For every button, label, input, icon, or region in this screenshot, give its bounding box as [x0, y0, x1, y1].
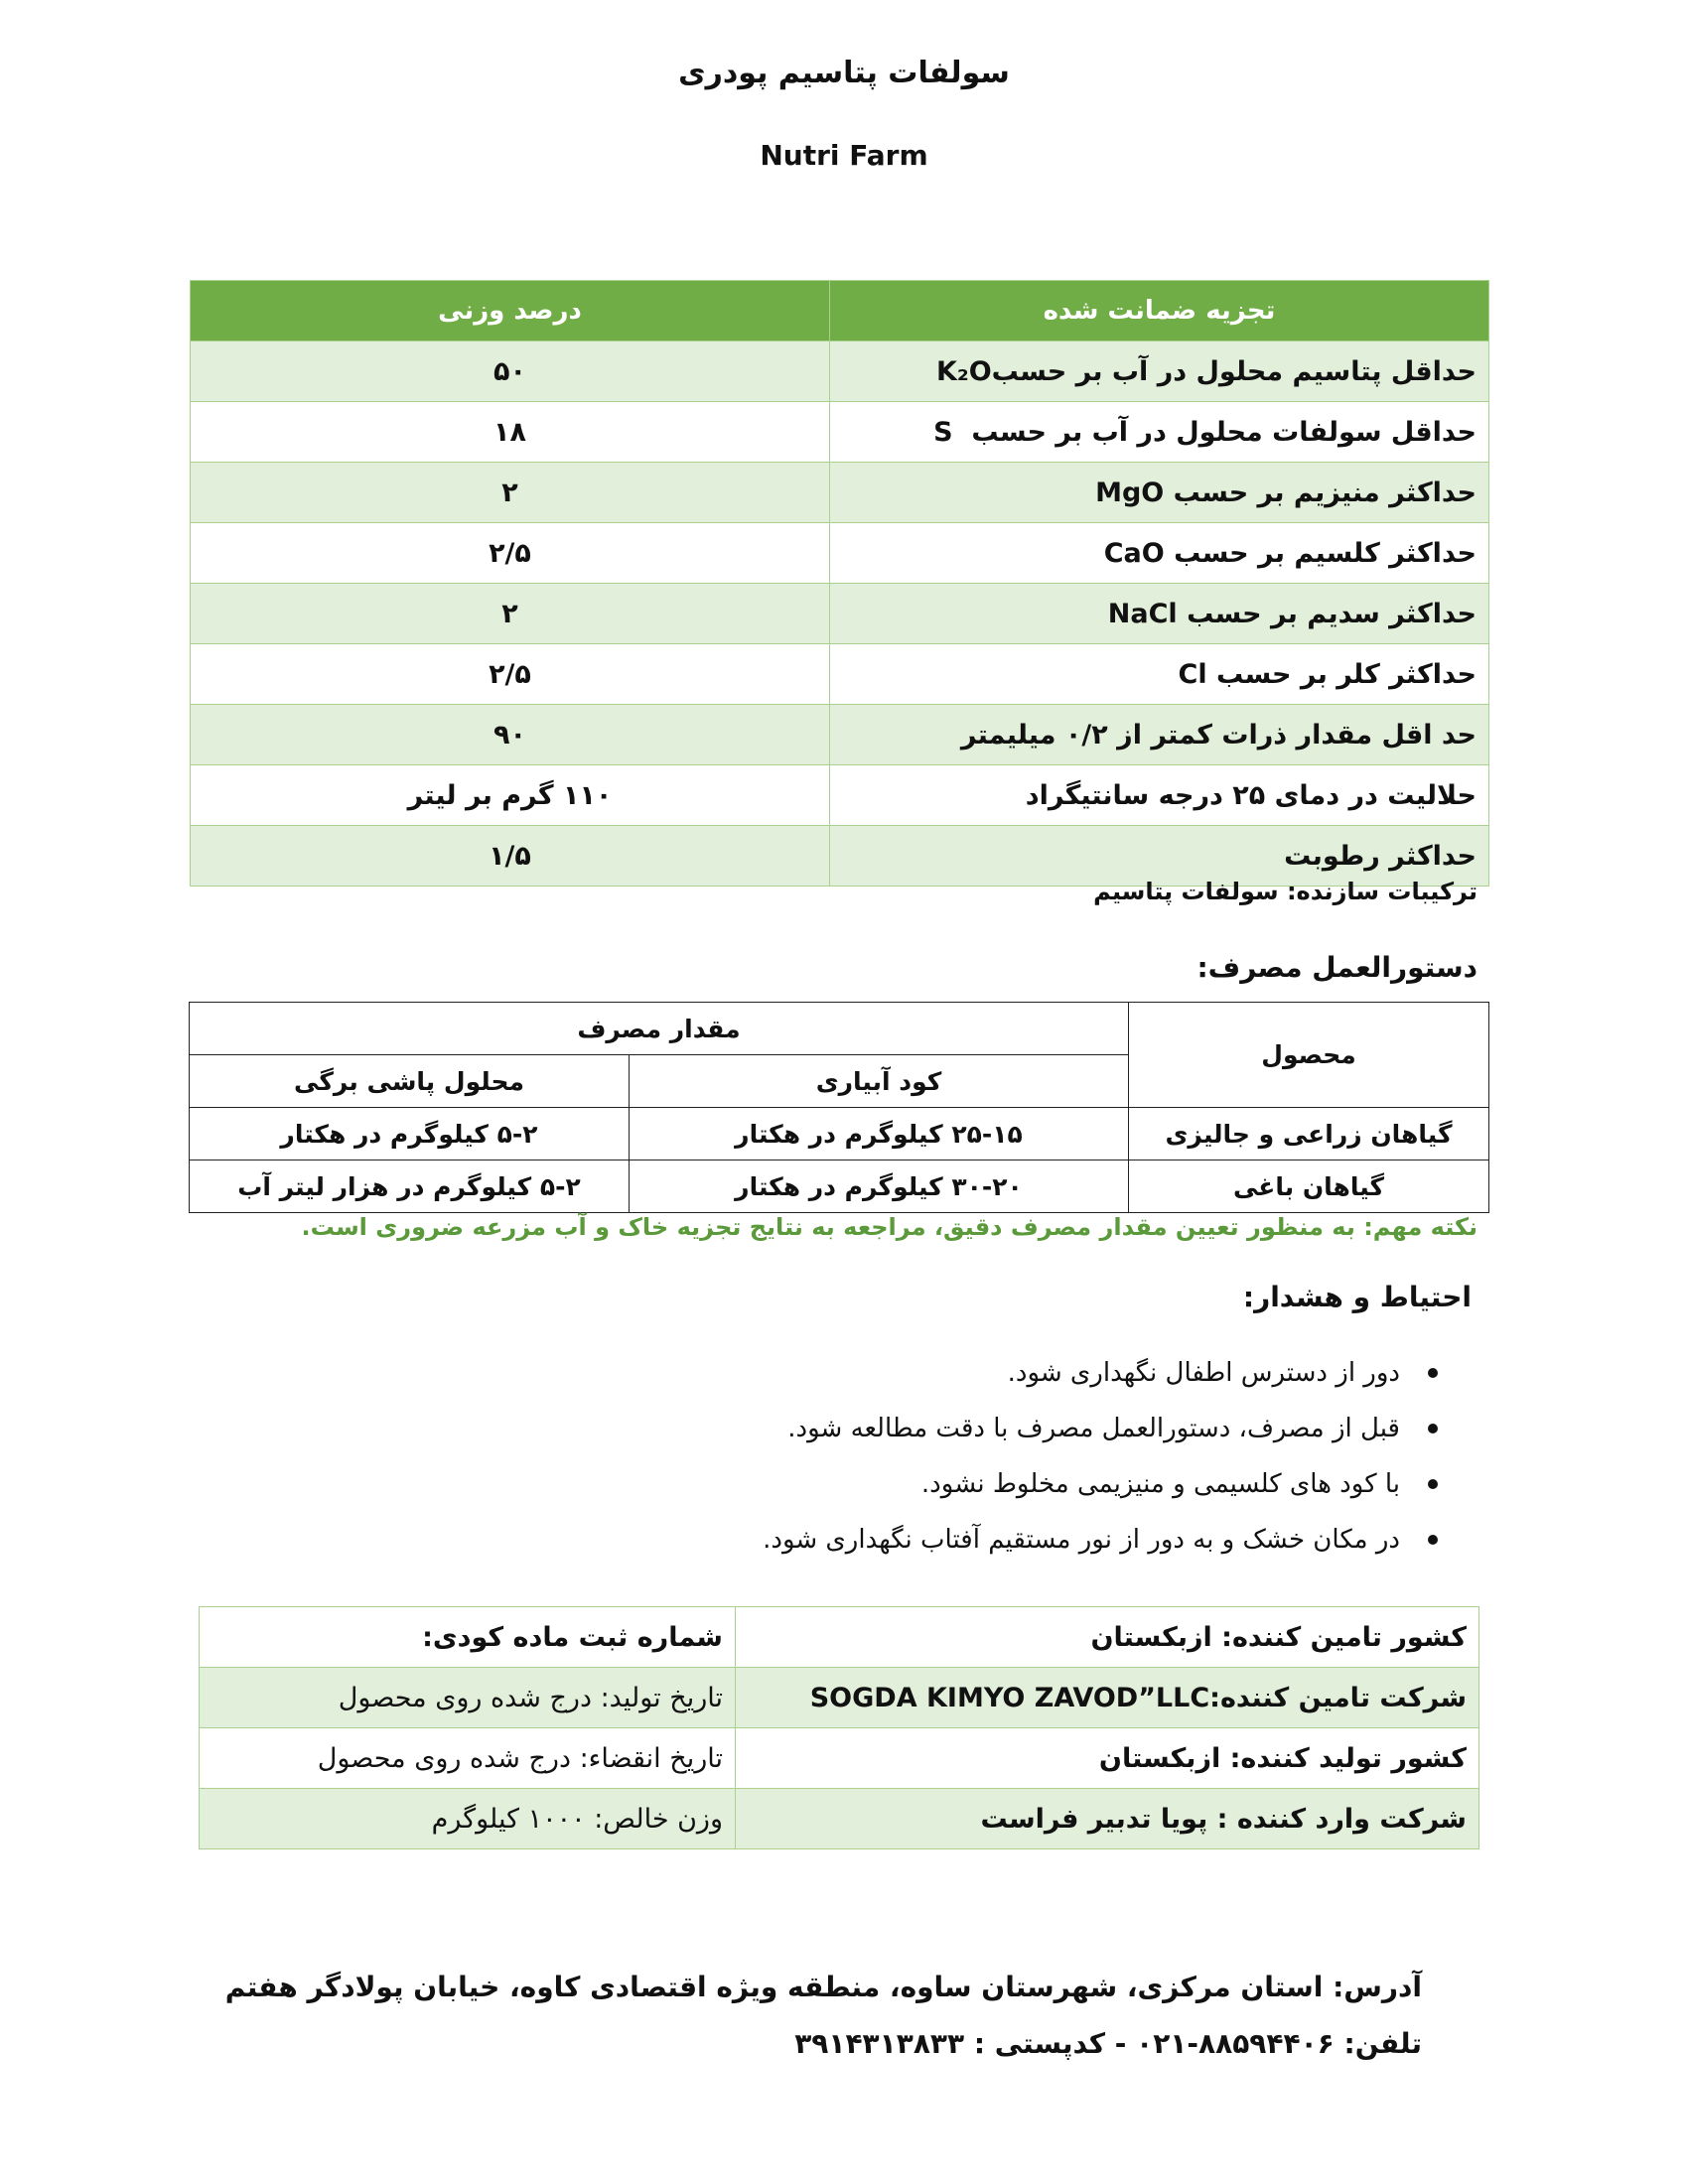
warnings-list [584, 1345, 1477, 1568]
expiry-date: تاریخ انقضاء: درج شده روی محصول [200, 1728, 736, 1789]
table-row [191, 463, 1489, 523]
analysis-header-label: تجزیه ضمانت شده [830, 281, 1489, 341]
supplier-company: شرکت تامین کننده:SOGDA KIMYO ZAVOD”LLC [736, 1668, 1479, 1728]
list-item [584, 1401, 1477, 1456]
row-value: ۹۰ [191, 705, 830, 765]
warning-text: دور از دسترس اطفال نگهداری شود. [1007, 1358, 1400, 1388]
warning-text: قبل از مصرف، دستورالعمل مصرف با دقت مطالعه شود. [787, 1414, 1400, 1443]
bullet-icon [1428, 1424, 1438, 1433]
row-value: ۱۱۰ گرم بر لیتر [191, 765, 830, 826]
row-value: ۱۸ [191, 402, 830, 463]
table-row [191, 584, 1489, 644]
important-note: نکته مهم: به منظور تعیین مقدار مصرف دقیق، مراجعه به نتایج تجزیه خاک و آب مزرعه ضروری است. [301, 1213, 1477, 1241]
guaranteed-analysis-table [190, 280, 1489, 887]
bullet-icon [1428, 1535, 1438, 1545]
row-label: حداکثر سدیم بر حسب [1187, 598, 1477, 629]
usage-irrigation: ۲۵-۱۵ کیلوگرم در هکتار [630, 1108, 1129, 1160]
table-row [191, 523, 1489, 584]
row-value: ۲ [191, 463, 830, 523]
usage-foliar-header: محلول پاشی برگی [190, 1055, 630, 1108]
list-item [584, 1345, 1477, 1401]
row-label: حداقل پتاسیم محلول در آب بر حسب [991, 355, 1477, 387]
ingredients-text: ترکیبات سازنده: سولفات پتاسیم [1093, 878, 1477, 905]
usage-product: گیاهان زراعی و جالیزی [1129, 1108, 1489, 1160]
warning-text: با کود های کلسیمی و منیزیمی مخلوط نشود. [920, 1469, 1400, 1499]
net-weight: وزن خالص: ۱۰۰۰ کیلوگرم [200, 1789, 736, 1849]
table-row [191, 765, 1489, 826]
table-row [191, 402, 1489, 463]
usage-foliar: ۵-۲ کیلوگرم در هکتار [190, 1108, 630, 1160]
row-label: حداکثر رطوبت [830, 826, 1489, 887]
row-value: ۵۰ [191, 341, 830, 402]
row-formula: S [933, 416, 953, 448]
usage-irrigation: ۳۰-۲۰ کیلوگرم در هکتار [630, 1160, 1129, 1213]
row-formula: NaCl [1107, 598, 1178, 629]
table-row [191, 705, 1489, 765]
production-date: تاریخ تولید: درج شده روی محصول [200, 1668, 736, 1728]
row-label: حد اقل مقدار ذرات کمتر از ۰/۲ میلیمتر [830, 705, 1489, 765]
table-row [190, 1160, 1489, 1213]
row-value: ۲ [191, 584, 830, 644]
usage-product: گیاهان باغی [1129, 1160, 1489, 1213]
warning-text: در مکان خشک و به دور از نور مستقیم آفتاب نگهداری شود. [763, 1525, 1400, 1555]
producer-country: کشور تولید کننده: ازبکستان [736, 1728, 1479, 1789]
table-row [200, 1607, 1479, 1668]
warnings-heading: احتیاط و هشدار: [1242, 1281, 1472, 1313]
usage-irrigation-header: کود آبیاری [630, 1055, 1129, 1108]
row-value: ۱/۵ [191, 826, 830, 887]
footer-address: آدرس: استان مرکزی، شهرستان ساوه، منطقه ویژه اقتصادی کاوه، خیابان پولادگر هفتم [224, 1971, 1422, 2003]
row-label: حداکثر کلر بر حسب [1216, 658, 1477, 690]
row-formula: Cl [1178, 658, 1207, 690]
usage-amount-header: مقدار مصرف [190, 1003, 1129, 1055]
row-value: ۲/۵ [191, 523, 830, 584]
row-formula: CaO [1103, 537, 1165, 569]
registration-number: شماره ثبت ماده کودی: [200, 1607, 736, 1668]
row-formula: MgO [1095, 477, 1165, 508]
row-value: ۲/۵ [191, 644, 830, 705]
bullet-icon [1428, 1479, 1438, 1489]
usage-heading: دستورالعمل مصرف: [1196, 951, 1477, 984]
document-title: سولفات پتاسیم پودری [678, 56, 1010, 90]
row-label: حداقل سولفات محلول در آب بر حسب [971, 416, 1477, 448]
row-label: حداکثر منیزیم بر حسب [1173, 477, 1477, 508]
usage-table [189, 1002, 1489, 1213]
table-row [191, 644, 1489, 705]
supplier-country: کشور تامین کننده: ازبکستان [736, 1607, 1479, 1668]
importer-company: شرکت وارد کننده : پویا تدبیر فراست [736, 1789, 1479, 1849]
table-row [200, 1789, 1479, 1849]
table-row [191, 341, 1489, 402]
supplier-info-table [199, 1606, 1479, 1849]
footer-phone: تلفن: ۸۸۵۹۴۴۰۶-۰۲۱ - کدپستی : ۳۹۱۴۳۱۳۸۳۳ [794, 2027, 1422, 2060]
row-label: حداکثر کلسیم بر حسب [1174, 537, 1477, 569]
list-item [584, 1512, 1477, 1568]
usage-foliar: ۵-۲ کیلوگرم در هزار لیتر آب [190, 1160, 630, 1213]
list-item [584, 1456, 1477, 1512]
analysis-header-value: درصد وزنی [191, 281, 830, 341]
row-label: حلالیت در دمای ۲۵ درجه سانتیگراد [830, 765, 1489, 826]
usage-product-header: محصول [1129, 1003, 1489, 1108]
table-row [200, 1668, 1479, 1728]
table-row [190, 1108, 1489, 1160]
table-row [200, 1728, 1479, 1789]
bullet-icon [1428, 1368, 1438, 1378]
brand-name: Nutri Farm [760, 139, 928, 172]
row-formula: K₂O [935, 355, 992, 387]
